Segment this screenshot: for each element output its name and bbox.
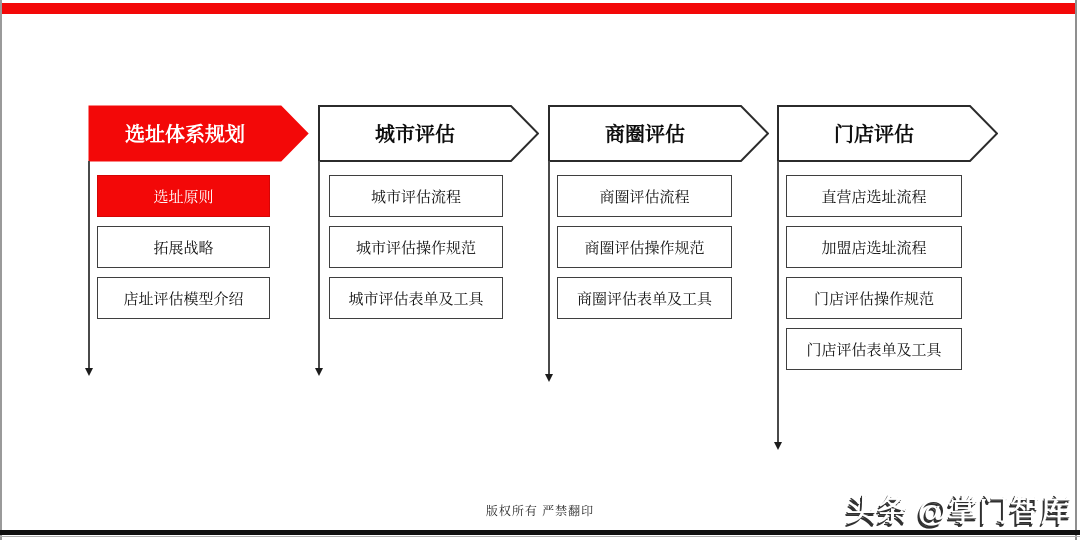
- flow-item: 拓展战略: [97, 226, 270, 268]
- flow-item: 城市评估表单及工具: [329, 277, 503, 319]
- column2-header-label: 城市评估: [375, 124, 455, 146]
- flow-item: 门店评估表单及工具: [786, 328, 962, 370]
- flow-item: 加盟店选址流程: [786, 226, 962, 268]
- arrow-down-icon: [85, 368, 93, 376]
- column3-connector-line: [548, 161, 550, 374]
- flow-item: 直营店选址流程: [786, 175, 962, 217]
- bottom-gray-line: [0, 536, 1080, 537]
- flow-item: 商圈评估流程: [557, 175, 732, 217]
- flow-item: 商圈评估表单及工具: [557, 277, 732, 319]
- toutiao-watermark: 头条 @掌门智库: [846, 495, 1072, 528]
- bottom-black-bar: [0, 530, 1080, 535]
- copyright-notice: 版权所有 严禁翻印: [485, 504, 595, 518]
- flow-item: 门店评估操作规范: [786, 277, 962, 319]
- flow-item: 城市评估操作规范: [329, 226, 503, 268]
- flow-item: 商圈评估操作规范: [557, 226, 732, 268]
- column2-header-banner: [318, 105, 539, 162]
- column3-header-label: 商圈评估: [605, 124, 685, 146]
- flow-item: 选址原则: [97, 175, 270, 217]
- column1-connector-line: [88, 161, 90, 368]
- arrow-down-icon: [315, 368, 323, 376]
- flow-item: 城市评估流程: [329, 175, 503, 217]
- column2-connector-line: [318, 161, 320, 368]
- column4-header-label: 门店评估: [834, 124, 914, 146]
- column1-header-banner: [88, 105, 309, 162]
- left-frame-line: [0, 0, 2, 540]
- column4-header-banner: [777, 105, 998, 162]
- right-frame-line: [1075, 0, 1077, 540]
- column3-header-banner: [548, 105, 769, 162]
- top-red-bar: [2, 3, 1075, 14]
- arrow-down-icon: [545, 374, 553, 382]
- arrow-down-icon: [774, 442, 782, 450]
- column1-header-label: 选址体系规划: [125, 124, 245, 146]
- column4-connector-line: [777, 161, 779, 442]
- flow-item: 店址评估模型介绍: [97, 277, 270, 319]
